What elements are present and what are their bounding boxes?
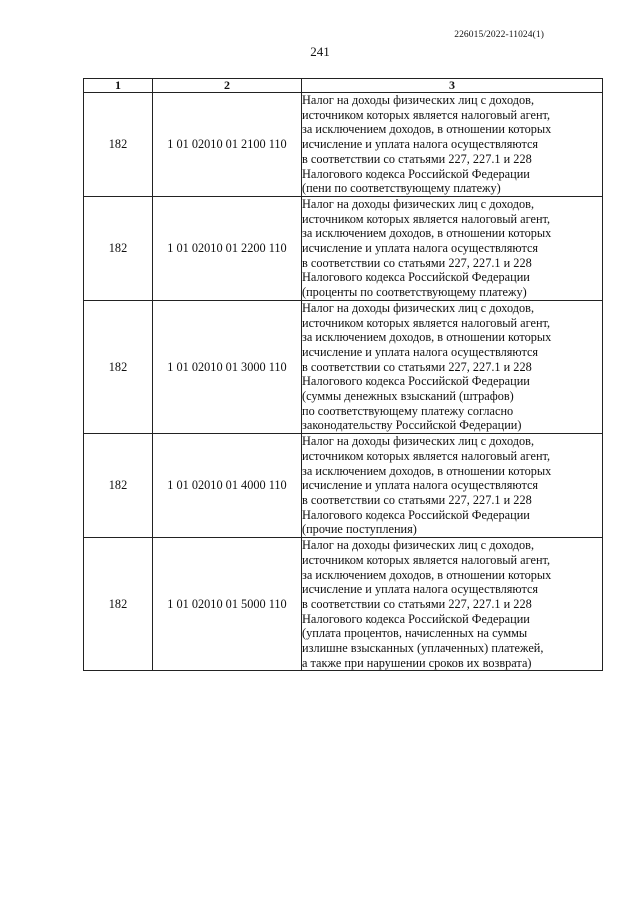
description-line: за исключением доходов, в отношении которых (302, 567, 552, 582)
description-line: в соответствии со статьями 227, 227.1 и 228 (302, 596, 532, 611)
description-line: по соответствующему платежу согласно (302, 403, 514, 418)
column-header-3: 3 (302, 79, 603, 93)
description-line: в соответствии со статьями 227, 227.1 и 228 (302, 151, 532, 166)
admin-code-cell: 182 (84, 434, 153, 538)
description-line: (суммы денежных взысканий (штрафов) (302, 389, 514, 404)
description-line: Налогового кодекса Российской Федерации (302, 611, 530, 626)
description-line: законодательству Российской Федерации) (302, 418, 522, 433)
income-description-cell (302, 93, 603, 197)
admin-code-cell: 182 (84, 196, 153, 300)
budget-code-cell: 1 01 02010 01 4000 110 (153, 434, 302, 538)
description-line: Налогового кодекса Российской Федерации (302, 374, 530, 389)
description-line: в соответствии со статьями 227, 227.1 и 228 (302, 359, 532, 374)
description-line: (уплата процентов, начисленных на суммы (302, 626, 528, 641)
column-header-2: 2 (153, 79, 302, 93)
budget-code-cell: 1 01 02010 01 2200 110 (153, 196, 302, 300)
description-line: за исключением доходов, в отношении которых (302, 122, 552, 137)
description-line: исчисление и уплата налога осуществляются (302, 582, 539, 597)
admin-code-cell: 182 (84, 538, 153, 671)
income-description-cell (302, 196, 603, 300)
description-line: исчисление и уплата налога осуществляются (302, 344, 539, 359)
income-description-cell (302, 300, 603, 433)
table-header (84, 79, 603, 93)
description-line: за исключением доходов, в отношении которых (302, 226, 552, 241)
description-line: Налогового кодекса Российской Федерации (302, 507, 530, 522)
table-header-row (84, 79, 603, 93)
description-line: источником которых является налоговый агент, (302, 552, 551, 567)
description-line: (пени по соответствующему платежу) (302, 181, 501, 196)
description-line: исчисление и уплата налога осуществляются (302, 137, 539, 152)
document-number: 226015/2022-11024(1) (454, 30, 544, 40)
budget-code-cell: 1 01 02010 01 3000 110 (153, 300, 302, 433)
budget-classification-table (83, 78, 603, 671)
description-line: Налогового кодекса Российской Федерации (302, 166, 530, 181)
budget-code-cell: 1 01 02010 01 5000 110 (153, 538, 302, 671)
description-line: источником которых является налоговый агент, (302, 315, 551, 330)
description-line: Налог на доходы физических лиц с доходов, (302, 300, 535, 315)
description-line: Налог на доходы физических лиц с доходов, (302, 538, 535, 553)
description-line: в соответствии со статьями 227, 227.1 и 228 (302, 492, 532, 507)
table-row (84, 93, 603, 197)
table-row (84, 300, 603, 433)
admin-code-cell: 182 (84, 300, 153, 433)
description-line: источником которых является налоговый агент, (302, 448, 551, 463)
description-line: Налог на доходы физических лиц с доходов, (302, 93, 535, 107)
description-line: исчисление и уплата налога осуществляются (302, 241, 539, 256)
table-row (84, 538, 603, 671)
description-line: источником которых является налоговый агент, (302, 211, 551, 226)
table-row (84, 196, 603, 300)
budget-code-cell: 1 01 02010 01 2100 110 (153, 93, 302, 197)
table-body (84, 93, 603, 671)
admin-code-cell: 182 (84, 93, 153, 197)
description-line: Налогового кодекса Российской Федерации (302, 270, 530, 285)
description-line: (проценты по соответствующему платежу) (302, 285, 527, 300)
description-line: за исключением доходов, в отношении которых (302, 330, 552, 345)
income-description-cell (302, 434, 603, 538)
description-line: Налог на доходы физических лиц с доходов, (302, 196, 535, 211)
page-number: 241 (310, 44, 330, 59)
description-line: за исключением доходов, в отношении которых (302, 463, 552, 478)
description-line: исчисление и уплата налога осуществляются (302, 478, 539, 493)
description-line: Налог на доходы физических лиц с доходов, (302, 434, 535, 449)
description-line: излишне взысканных (уплаченных) платежей, (302, 641, 544, 656)
description-line: (прочие поступления) (302, 522, 417, 537)
description-line: источником которых является налоговый агент, (302, 107, 551, 122)
column-header-1: 1 (84, 79, 153, 93)
table-row (84, 434, 603, 538)
income-description-cell (302, 538, 603, 671)
description-line: в соответствии со статьями 227, 227.1 и 228 (302, 255, 532, 270)
description-line: а также при нарушении сроков их возврата) (302, 655, 532, 670)
